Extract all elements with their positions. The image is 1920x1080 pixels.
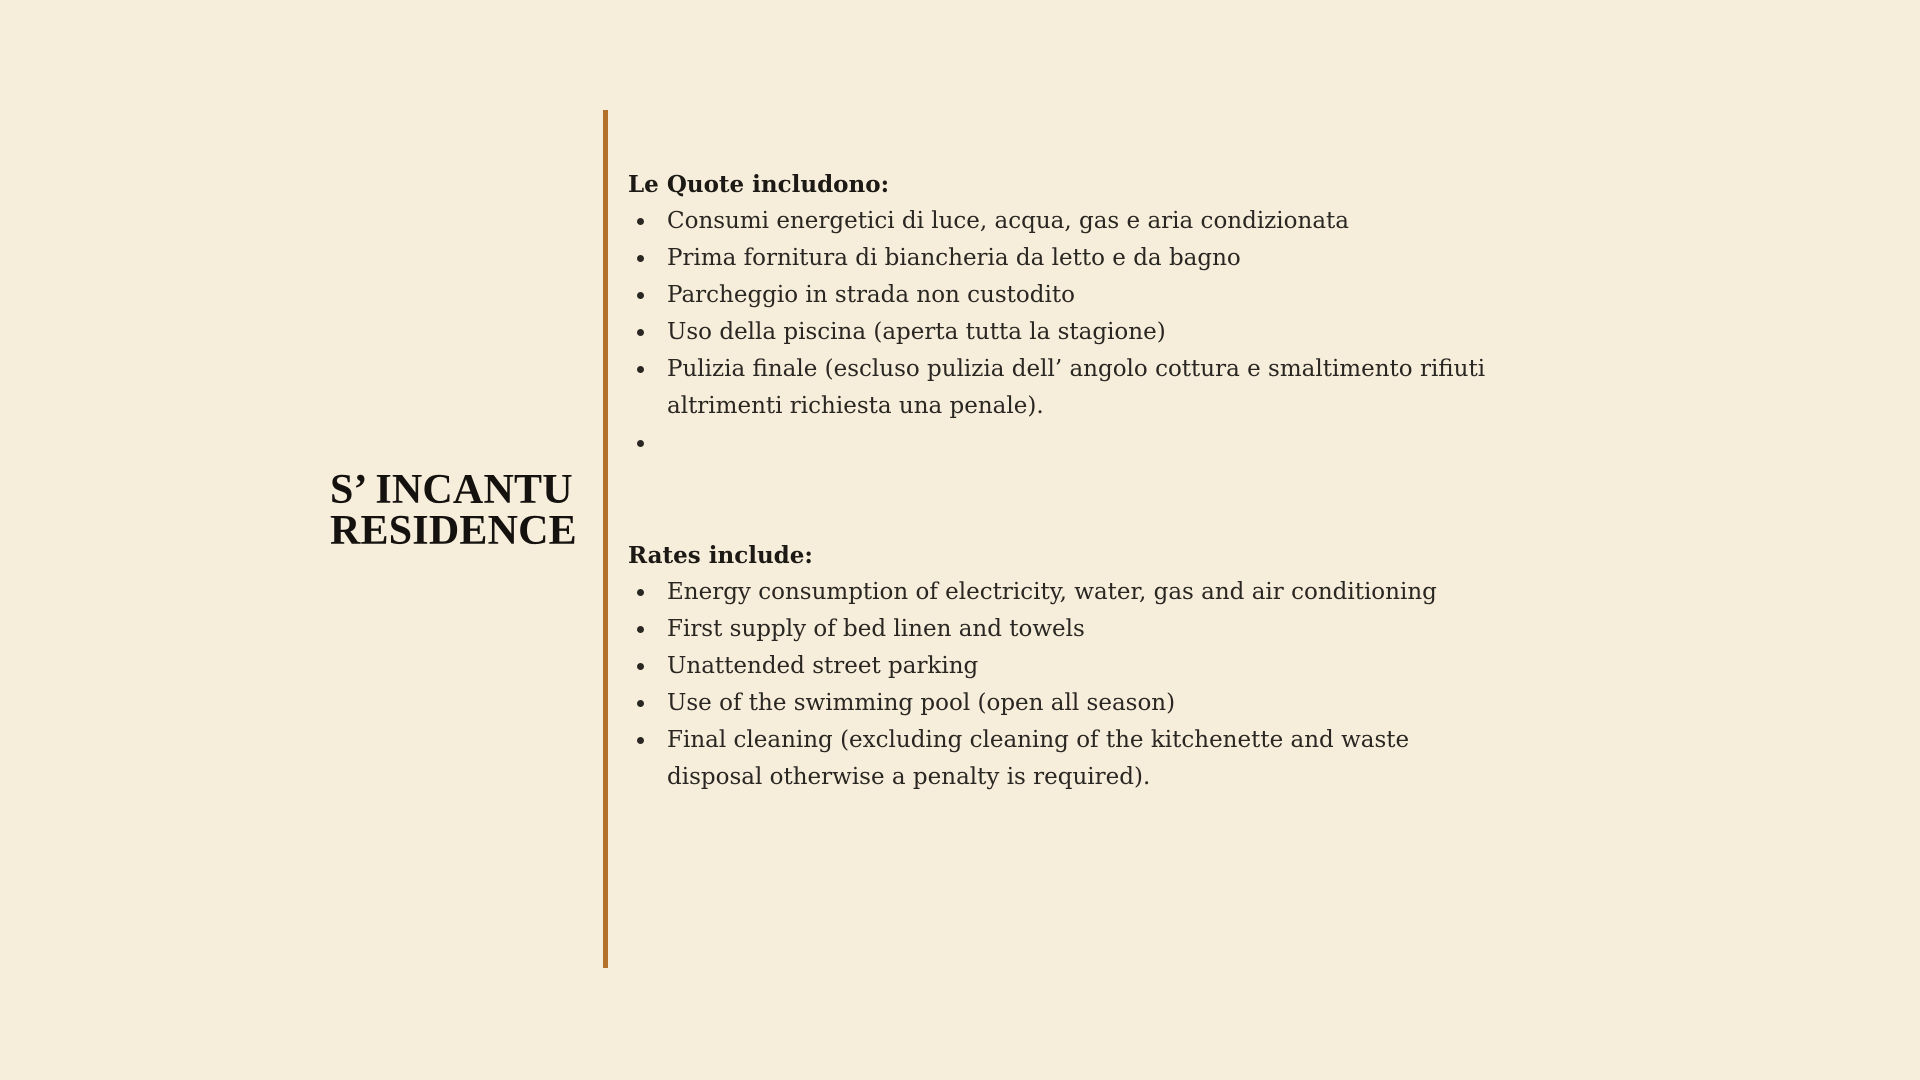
list-item xyxy=(628,240,1508,277)
list-item xyxy=(628,611,1508,648)
list-item-text: Use of the swimming pool (open all season) xyxy=(667,690,1176,716)
english-rates-section xyxy=(628,537,1508,796)
italian-rates-list xyxy=(628,203,1508,462)
list-item-text: Pulizia finale (escluso pulizia dell’ angolo cottura e smaltimento rifiuti altrimenti richiesta una penale). xyxy=(667,356,1486,419)
list-item-text: Unattended street parking xyxy=(667,653,979,679)
residence-title xyxy=(330,467,600,554)
bullet-icon xyxy=(637,700,644,707)
italian-rates-section xyxy=(628,166,1508,462)
bullet-icon xyxy=(637,329,644,336)
bullet-icon xyxy=(637,663,644,670)
list-item xyxy=(628,203,1508,240)
italian-rates-heading: Le Quote includono: xyxy=(628,171,890,198)
list-item xyxy=(628,574,1508,611)
bullet-icon xyxy=(637,626,644,633)
residence-title-line-1: S’ INCANTU xyxy=(330,467,573,513)
list-item xyxy=(628,685,1508,722)
bullet-icon xyxy=(637,366,644,373)
list-item-text: First supply of bed linen and towels xyxy=(667,616,1085,642)
bullet-icon xyxy=(637,440,644,447)
list-item xyxy=(628,648,1508,685)
list-item-text: Uso della piscina (aperta tutta la stagione) xyxy=(667,319,1166,345)
vertical-divider xyxy=(603,110,608,968)
list-item xyxy=(628,277,1508,314)
english-rates-list xyxy=(628,574,1508,796)
list-item-text: Parcheggio in strada non custodito xyxy=(667,282,1075,308)
bullet-icon xyxy=(637,292,644,299)
english-rates-heading: Rates include: xyxy=(628,542,813,569)
list-item xyxy=(628,314,1508,351)
list-item-text: Consumi energetici di luce, acqua, gas e aria condizionata xyxy=(667,208,1349,234)
list-item xyxy=(628,351,1508,425)
list-item-text: Final cleaning (excluding cleaning of the kitchenette and waste disposal otherwise a penalty is required). xyxy=(667,727,1410,790)
list-item-empty xyxy=(628,425,1508,462)
list-item-text: Prima fornitura di biancheria da letto e da bagno xyxy=(667,245,1241,271)
bullet-icon xyxy=(637,255,644,262)
list-item-text: Energy consumption of electricity, water, gas and air conditioning xyxy=(667,579,1437,605)
bullet-icon xyxy=(637,589,644,596)
bullet-icon xyxy=(637,218,644,225)
residence-title-line-2: RESIDENCE xyxy=(330,508,577,554)
list-item xyxy=(628,722,1508,796)
bullet-icon xyxy=(637,737,644,744)
